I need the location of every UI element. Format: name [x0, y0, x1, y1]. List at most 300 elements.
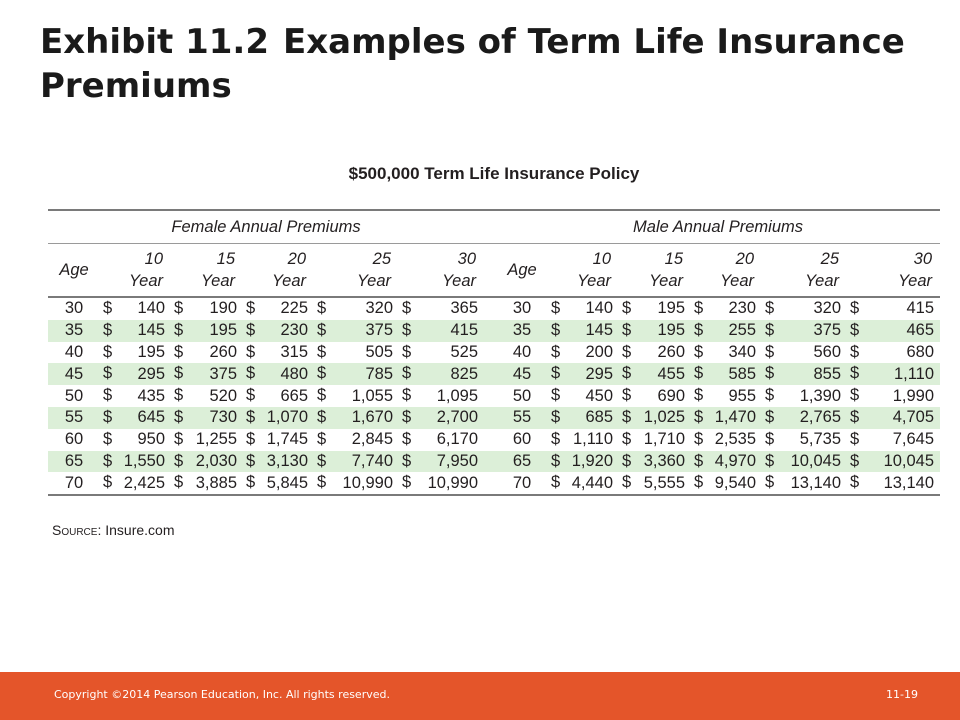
female-premium-cell	[171, 320, 243, 342]
premium-value: 560	[813, 342, 842, 361]
currency-symbol: $	[246, 473, 256, 492]
currency-symbol: $	[694, 407, 704, 426]
currency-symbol: $	[850, 320, 860, 339]
male-premium-cell	[619, 363, 691, 385]
currency-symbol: $	[622, 342, 632, 361]
premium-value: 1,990	[892, 386, 935, 405]
premium-value: 415	[450, 321, 479, 340]
currency-symbol: $	[174, 407, 184, 426]
female-premium-cell	[100, 472, 171, 495]
currency-symbol: $	[551, 320, 561, 339]
male-premium-cell	[847, 320, 940, 342]
female-premium-cell	[100, 429, 171, 451]
footer-bar	[0, 672, 960, 720]
currency-symbol: $	[103, 364, 113, 383]
premium-value: 435	[137, 386, 165, 405]
female-col-header-line2: Year	[357, 272, 391, 290]
female-col-header-line1: 10	[144, 250, 163, 268]
female-premium-cell	[399, 407, 484, 429]
male-col-header-2	[619, 244, 691, 298]
premium-value: 375	[813, 321, 842, 340]
premium-value: 855	[813, 364, 842, 383]
currency-symbol: $	[103, 320, 113, 339]
female-col-header-0	[48, 244, 100, 298]
male-col-header-line2: Year	[898, 272, 933, 290]
currency-symbol: $	[103, 407, 113, 426]
premium-value: 375	[365, 321, 393, 340]
premium-value: 7,950	[436, 451, 479, 470]
female-col-header-line2: Year	[201, 272, 235, 290]
male-premium-cell	[619, 472, 691, 495]
currency-symbol: $	[694, 364, 704, 383]
male-premium-cell	[691, 363, 762, 385]
currency-symbol: $	[402, 364, 412, 383]
table-row	[48, 407, 940, 429]
currency-symbol: $	[402, 342, 412, 361]
currency-symbol: $	[622, 451, 632, 470]
currency-symbol: $	[622, 429, 632, 448]
female-age-cell: 30	[64, 299, 84, 318]
currency-symbol: $	[551, 364, 561, 383]
female-col-header-line2: Year	[129, 272, 163, 290]
source-note	[52, 522, 174, 538]
currency-symbol: $	[765, 429, 775, 448]
row-gap	[484, 451, 496, 473]
table-row	[48, 297, 940, 320]
premium-value: 140	[137, 299, 165, 318]
premium-value: 4,705	[892, 408, 935, 427]
premium-value: 645	[137, 408, 165, 427]
male-premium-cell	[548, 429, 619, 451]
female-col-header-line2: Age	[59, 261, 89, 279]
male-col-header-line1: 30	[913, 250, 933, 268]
premium-value: 2,535	[714, 430, 757, 449]
premium-value: 260	[657, 342, 686, 361]
female-premium-cell	[100, 407, 171, 429]
premium-value: 13,140	[883, 473, 935, 492]
premium-value: 225	[280, 299, 308, 318]
currency-symbol: $	[246, 386, 256, 405]
premium-value: 450	[585, 386, 614, 405]
female-col-header-2	[171, 244, 243, 298]
premium-value: 2,765	[799, 408, 842, 427]
female-col-header-3	[243, 244, 314, 298]
currency-symbol: $	[622, 473, 632, 492]
currency-symbol: $	[103, 386, 113, 405]
currency-symbol: $	[765, 299, 775, 317]
premium-value: 195	[657, 321, 686, 340]
premium-value: 585	[728, 364, 757, 383]
male-age-cell: 70	[512, 473, 532, 492]
currency-symbol: $	[551, 473, 561, 492]
premium-value: 1,110	[572, 430, 614, 449]
currency-symbol: $	[246, 407, 256, 426]
premium-value: 665	[280, 386, 308, 405]
table-row	[48, 320, 940, 342]
premium-value: 190	[209, 299, 237, 318]
premium-value: 1,390	[799, 386, 842, 405]
premium-value: 7,740	[351, 451, 393, 470]
premium-value: 1,745	[266, 430, 308, 449]
slide-title	[40, 20, 920, 108]
male-premium-cell	[619, 451, 691, 473]
currency-symbol: $	[694, 299, 704, 317]
exhibit-title: Examples of Term Life Insurance Premiums	[40, 22, 905, 106]
currency-symbol: $	[622, 407, 632, 426]
male-age-cell: 50	[512, 386, 532, 405]
currency-symbol: $	[765, 407, 775, 426]
premium-value: 2,425	[123, 473, 165, 492]
female-premium-cell	[314, 407, 399, 429]
male-col-header-line1: 15	[664, 250, 684, 268]
female-col-header-1	[100, 244, 171, 298]
currency-symbol: $	[317, 386, 327, 405]
male-premium-cell	[762, 363, 847, 385]
currency-symbol: $	[317, 342, 327, 361]
premium-value: 1,070	[266, 408, 308, 427]
male-premium-cell	[847, 385, 940, 407]
exhibit-number: Exhibit 11.2	[40, 22, 269, 62]
currency-symbol: $	[850, 342, 860, 361]
row-gap	[484, 385, 496, 407]
female-group-header: Female Annual Premiums	[48, 210, 484, 244]
premium-value: 5,555	[643, 473, 686, 492]
currency-symbol: $	[850, 407, 860, 426]
currency-symbol: $	[174, 320, 184, 339]
female-premium-cell	[171, 429, 243, 451]
currency-symbol: $	[317, 429, 327, 448]
male-age-cell: 30	[512, 299, 532, 318]
male-premium-cell	[691, 472, 762, 495]
premium-value: 1,025	[643, 408, 686, 427]
male-premium-cell	[548, 363, 619, 385]
currency-symbol: $	[402, 429, 412, 448]
male-col-header-line2: Year	[649, 272, 684, 290]
male-premium-cell	[762, 385, 847, 407]
premium-value: 525	[450, 342, 479, 361]
premium-value: 320	[813, 299, 842, 318]
male-col-header-5	[847, 244, 940, 298]
premium-value: 375	[209, 364, 237, 383]
currency-symbol: $	[174, 429, 184, 448]
male-premium-cell	[548, 297, 619, 320]
currency-symbol: $	[174, 299, 184, 317]
currency-symbol: $	[622, 320, 632, 339]
premium-value: 1,055	[351, 386, 393, 405]
header-gap	[484, 244, 496, 298]
row-gap	[484, 429, 496, 451]
female-premium-cell	[314, 385, 399, 407]
male-premium-cell	[847, 363, 940, 385]
currency-symbol: $	[850, 299, 860, 317]
female-premium-cell	[100, 451, 171, 473]
premium-value: 5,845	[266, 473, 308, 492]
female-premium-cell	[314, 429, 399, 451]
female-age-cell: 60	[64, 430, 84, 449]
premium-value: 680	[906, 342, 935, 361]
premium-value: 480	[280, 364, 308, 383]
female-premium-cell	[314, 320, 399, 342]
column-header-row	[48, 244, 940, 298]
premium-value: 1,550	[123, 451, 165, 470]
male-col-header-3	[691, 244, 762, 298]
currency-symbol: $	[174, 386, 184, 405]
female-col-header-line1: 30	[457, 250, 477, 268]
premium-value: 200	[585, 342, 614, 361]
currency-symbol: $	[103, 451, 113, 470]
female-premium-cell	[243, 472, 314, 495]
female-premium-cell	[399, 342, 484, 364]
premium-value: 3,360	[643, 451, 686, 470]
male-premium-cell	[762, 407, 847, 429]
currency-symbol: $	[765, 451, 775, 470]
premium-value: 1,710	[643, 430, 686, 449]
table-row	[48, 472, 940, 495]
currency-symbol: $	[694, 451, 704, 470]
female-premium-cell	[314, 451, 399, 473]
premium-value: 13,140	[790, 473, 842, 492]
currency-symbol: $	[317, 407, 327, 426]
male-premium-cell	[762, 429, 847, 451]
male-col-header-line2: Year	[720, 272, 755, 290]
premium-value: 1,470	[714, 408, 757, 427]
currency-symbol: $	[246, 364, 256, 383]
currency-symbol: $	[174, 473, 184, 492]
male-age-cell: 40	[512, 342, 532, 361]
female-premium-cell	[314, 363, 399, 385]
currency-symbol: $	[694, 320, 704, 339]
premium-value: 230	[280, 321, 308, 340]
male-age-cell: 45	[496, 363, 548, 385]
male-premium-cell	[619, 429, 691, 451]
female-premium-cell	[243, 429, 314, 451]
currency-symbol: $	[246, 451, 256, 470]
currency-symbol: $	[402, 320, 412, 339]
premium-value: 730	[209, 408, 237, 427]
male-col-header-1	[548, 244, 619, 298]
premium-value: 1,255	[195, 430, 237, 449]
female-col-header-line2: Year	[442, 272, 477, 290]
currency-symbol: $	[317, 451, 327, 470]
male-premium-cell	[847, 297, 940, 320]
female-col-header-line1: 25	[372, 250, 391, 268]
premium-value: 825	[450, 364, 479, 383]
premium-value: 195	[209, 321, 237, 340]
currency-symbol: $	[765, 364, 775, 383]
premium-value: 520	[209, 386, 237, 405]
male-premium-cell	[548, 472, 619, 495]
female-premium-cell	[243, 385, 314, 407]
male-premium-cell	[619, 342, 691, 364]
female-age-cell: 70	[64, 473, 84, 492]
female-premium-cell	[243, 320, 314, 342]
male-premium-cell	[847, 451, 940, 473]
premium-value: 195	[137, 342, 165, 361]
female-premium-cell	[100, 297, 171, 320]
female-age-cell: 65	[48, 451, 100, 473]
premium-value: 7,645	[892, 430, 935, 449]
female-premium-cell	[171, 451, 243, 473]
female-premium-cell	[171, 385, 243, 407]
female-premium-cell	[399, 363, 484, 385]
currency-symbol: $	[246, 299, 256, 317]
premium-value: 2,030	[195, 451, 237, 470]
male-col-header-line1: 20	[735, 250, 755, 268]
source-label: Source:	[52, 522, 102, 538]
row-gap	[484, 297, 496, 320]
currency-symbol: $	[551, 342, 561, 361]
male-premium-cell	[619, 320, 691, 342]
premium-value: 295	[585, 364, 614, 383]
male-premium-cell	[691, 429, 762, 451]
female-col-header-line2: Year	[272, 272, 306, 290]
premium-value: 10,045	[790, 451, 842, 470]
row-gap	[484, 320, 496, 342]
female-premium-cell	[100, 342, 171, 364]
female-premium-cell	[100, 385, 171, 407]
currency-symbol: $	[694, 473, 704, 492]
premium-value: 6,170	[436, 430, 479, 449]
currency-symbol: $	[694, 342, 704, 361]
currency-symbol: $	[317, 473, 327, 492]
female-col-header-line1: 20	[287, 250, 306, 268]
premium-value: 955	[728, 386, 757, 405]
male-premium-cell	[847, 407, 940, 429]
female-premium-cell	[100, 363, 171, 385]
premium-value: 365	[450, 299, 479, 318]
currency-symbol: $	[103, 342, 113, 361]
male-premium-cell	[548, 385, 619, 407]
male-age-cell: 35	[496, 320, 548, 342]
female-age-cell: 45	[48, 363, 100, 385]
premium-value: 145	[137, 321, 165, 340]
female-premium-cell	[243, 342, 314, 364]
premium-value: 685	[585, 408, 614, 427]
male-premium-cell	[762, 472, 847, 495]
male-premium-cell	[691, 297, 762, 320]
page-number: 11-19	[886, 688, 918, 701]
premium-value: 4,440	[571, 473, 614, 492]
currency-symbol: $	[765, 473, 775, 492]
female-premium-cell	[399, 472, 484, 495]
premium-value: 340	[728, 342, 757, 361]
male-premium-cell	[847, 342, 940, 364]
female-age-cell: 50	[64, 386, 84, 405]
male-premium-cell	[691, 385, 762, 407]
premium-table	[48, 209, 940, 496]
currency-symbol: $	[103, 429, 113, 448]
female-premium-cell	[399, 385, 484, 407]
premium-value: 195	[657, 299, 686, 318]
premium-value: 10,045	[883, 451, 935, 470]
female-age-cell: 40	[64, 342, 84, 361]
male-col-header-line1: 25	[820, 250, 840, 268]
male-premium-cell	[548, 407, 619, 429]
currency-symbol: $	[402, 386, 412, 405]
premium-value: 2,700	[436, 408, 479, 427]
male-col-header-4	[762, 244, 847, 298]
male-col-header-line2: Age	[507, 261, 537, 279]
row-gap	[484, 407, 496, 429]
currency-symbol: $	[174, 451, 184, 470]
table-row	[48, 385, 940, 407]
male-premium-cell	[691, 342, 762, 364]
female-premium-cell	[314, 342, 399, 364]
female-premium-cell	[171, 363, 243, 385]
female-premium-cell	[314, 297, 399, 320]
premium-value: 690	[657, 386, 686, 405]
female-premium-cell	[171, 472, 243, 495]
male-premium-cell	[762, 320, 847, 342]
currency-symbol: $	[765, 320, 775, 339]
table-row	[48, 451, 940, 473]
currency-symbol: $	[850, 429, 860, 448]
premium-value: 10,990	[427, 473, 479, 492]
table-caption: $500,000 Term Life Insurance Policy	[348, 164, 640, 183]
male-premium-cell	[691, 407, 762, 429]
male-premium-cell	[691, 451, 762, 473]
currency-symbol: $	[103, 299, 113, 317]
row-gap	[484, 472, 496, 495]
premium-value: 260	[209, 342, 237, 361]
premium-value: 5,735	[799, 430, 842, 449]
currency-symbol: $	[402, 299, 412, 317]
currency-symbol: $	[850, 386, 860, 405]
female-premium-cell	[399, 451, 484, 473]
premium-value: 2,845	[351, 430, 393, 449]
currency-symbol: $	[402, 407, 412, 426]
table-row	[48, 429, 940, 451]
premium-value: 1,920	[571, 451, 614, 470]
female-premium-cell	[399, 297, 484, 320]
currency-symbol: $	[551, 386, 561, 405]
premium-value: 785	[365, 364, 393, 383]
female-premium-cell	[171, 297, 243, 320]
currency-symbol: $	[850, 451, 860, 470]
premium-value: 10,990	[342, 473, 393, 492]
premium-value: 950	[137, 430, 165, 449]
currency-symbol: $	[694, 386, 704, 405]
currency-symbol: $	[402, 473, 412, 492]
premium-value: 295	[137, 364, 165, 383]
currency-symbol: $	[694, 429, 704, 448]
premium-value: 1,670	[351, 408, 393, 427]
currency-symbol: $	[317, 320, 327, 339]
female-premium-cell	[243, 407, 314, 429]
table-body	[48, 297, 940, 495]
male-col-header-line2: Year	[577, 272, 612, 290]
male-premium-cell	[619, 385, 691, 407]
currency-symbol: $	[174, 342, 184, 361]
currency-symbol: $	[551, 451, 561, 470]
currency-symbol: $	[103, 473, 113, 492]
premium-value: 4,970	[714, 451, 757, 470]
male-premium-cell	[548, 320, 619, 342]
male-age-cell: 55	[496, 407, 548, 429]
premium-value: 415	[906, 299, 935, 318]
premium-value: 315	[280, 342, 308, 361]
premium-value: 145	[585, 321, 614, 340]
premium-value: 255	[728, 321, 757, 340]
female-premium-cell	[314, 472, 399, 495]
male-premium-cell	[548, 342, 619, 364]
female-premium-cell	[171, 407, 243, 429]
currency-symbol: $	[317, 364, 327, 383]
group-gap	[484, 210, 496, 244]
currency-symbol: $	[850, 473, 860, 492]
currency-symbol: $	[402, 451, 412, 470]
male-group-header: Male Annual Premiums	[496, 210, 940, 244]
